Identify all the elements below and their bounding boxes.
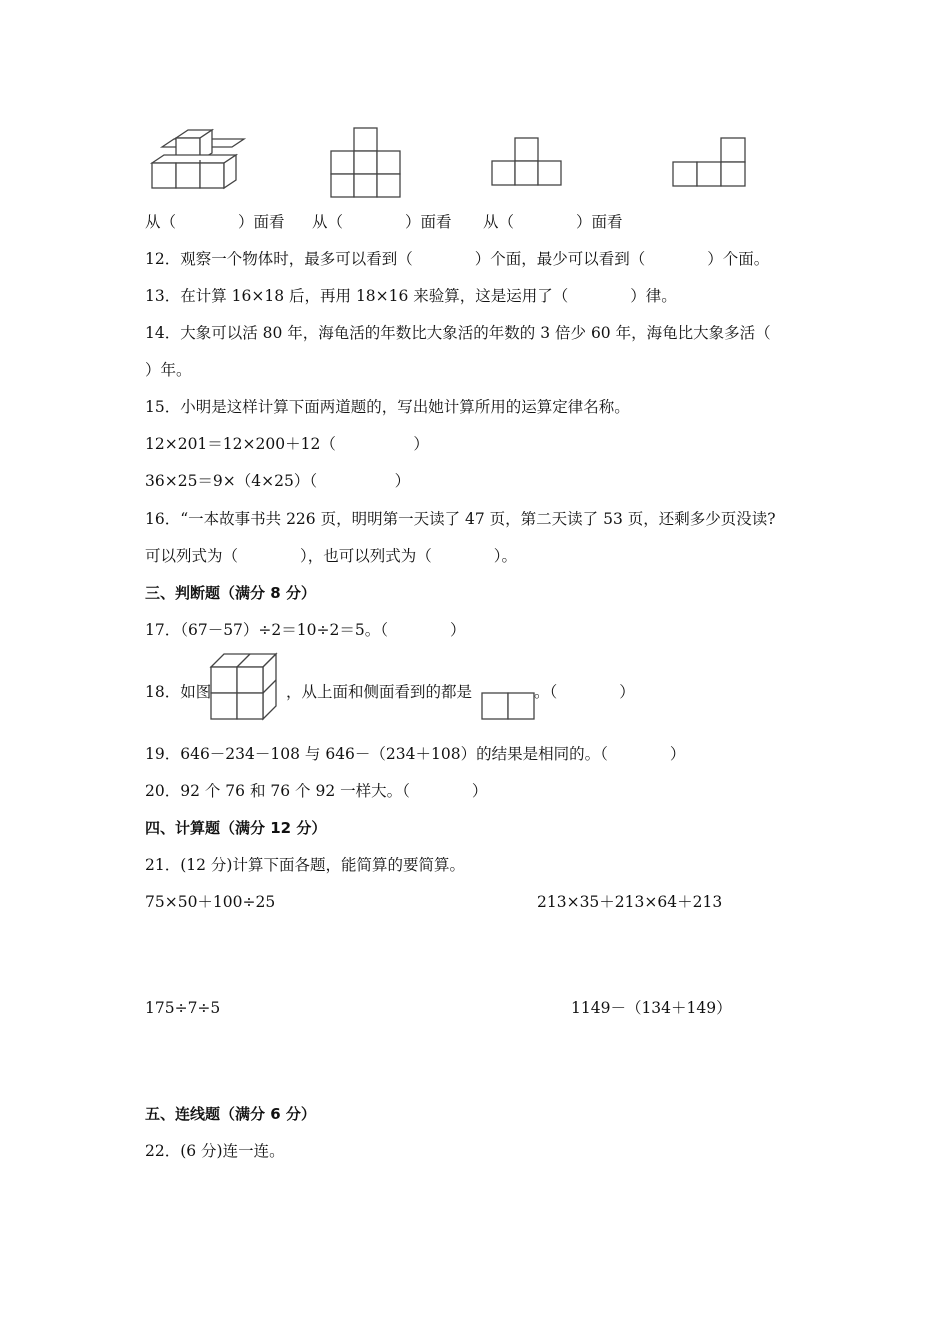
question-20: 20．92 个 76 和 76 个 92 一样大。（ ） bbox=[145, 782, 488, 800]
question-18-middle: ，从上面和侧面看到的都是 bbox=[286, 683, 473, 701]
view-label-1: 从（ ）面看 bbox=[145, 213, 285, 231]
view-label-2: 从（ ）面看 bbox=[312, 213, 452, 231]
question-13: 13．在计算 16×18 后，再用 18×16 来验算，这是运用了（ ）律。 bbox=[145, 287, 677, 305]
question-16-line1: 16．“一本故事书共 226 页，明明第一天读了 47 页，第二天读了 53 页，还剩多少页没读? bbox=[145, 510, 776, 528]
question-17: 17．（67－57）÷2＝10÷2＝5。（ ） bbox=[145, 621, 466, 639]
question-18-prefix: 18．如图 bbox=[145, 683, 212, 701]
view-label-3: 从（ ）面看 bbox=[483, 213, 623, 231]
question-14-line2: ）年。 bbox=[145, 361, 192, 379]
question-15: 15．小明是这样计算下面两道题的，写出她计算所用的运算定律名称。 bbox=[145, 398, 630, 416]
question-15-item-b: 36×25＝9×（4×25）（ ） bbox=[145, 472, 411, 490]
question-22: 22．(6 分)连一连。 bbox=[145, 1142, 285, 1160]
section-3-heading: 三、判断题（满分 8 分） bbox=[145, 584, 316, 602]
calc-expression-1: 75×50＋100÷25 bbox=[145, 893, 276, 911]
top-view-figure bbox=[672, 137, 750, 189]
question-21: 21．(12 分)计算下面各题，能简算的要简算。 bbox=[145, 856, 465, 874]
cube-arrangement-figure bbox=[150, 135, 250, 195]
question-12: 12．观察一个物体时，最多可以看到（ ）个面，最少可以看到（ ）个面。 bbox=[145, 250, 770, 268]
calc-expression-3: 175÷7÷5 bbox=[145, 999, 221, 1017]
question-18-suffix: 。（ ） bbox=[534, 683, 635, 701]
cube-stack-figure bbox=[209, 652, 284, 722]
calc-expression-2: 213×35＋213×64＋213 bbox=[537, 893, 723, 911]
two-square-view-figure bbox=[481, 692, 537, 722]
question-15-item-a: 12×201＝12×200＋12（ ） bbox=[145, 435, 429, 453]
question-14-line1: 14．大象可以活 80 年，海龟活的年数比大象活的年数的 3 倍少 60 年，海龟比大象多活（ bbox=[145, 324, 771, 342]
question-16-line2: 可以列式为（ ），也可以列式为（ ）。 bbox=[145, 547, 518, 565]
section-4-heading: 四、计算题（满分 12 分） bbox=[145, 819, 327, 837]
left-view-figure bbox=[491, 137, 566, 189]
section-5-heading: 五、连线题（满分 6 分） bbox=[145, 1105, 316, 1123]
question-19: 19．646－234－108 与 646－（234＋108）的结果是相同的。（ ） bbox=[145, 745, 686, 763]
calc-expression-4: 1149－（134＋149） bbox=[571, 999, 732, 1017]
front-view-figure bbox=[330, 127, 405, 199]
